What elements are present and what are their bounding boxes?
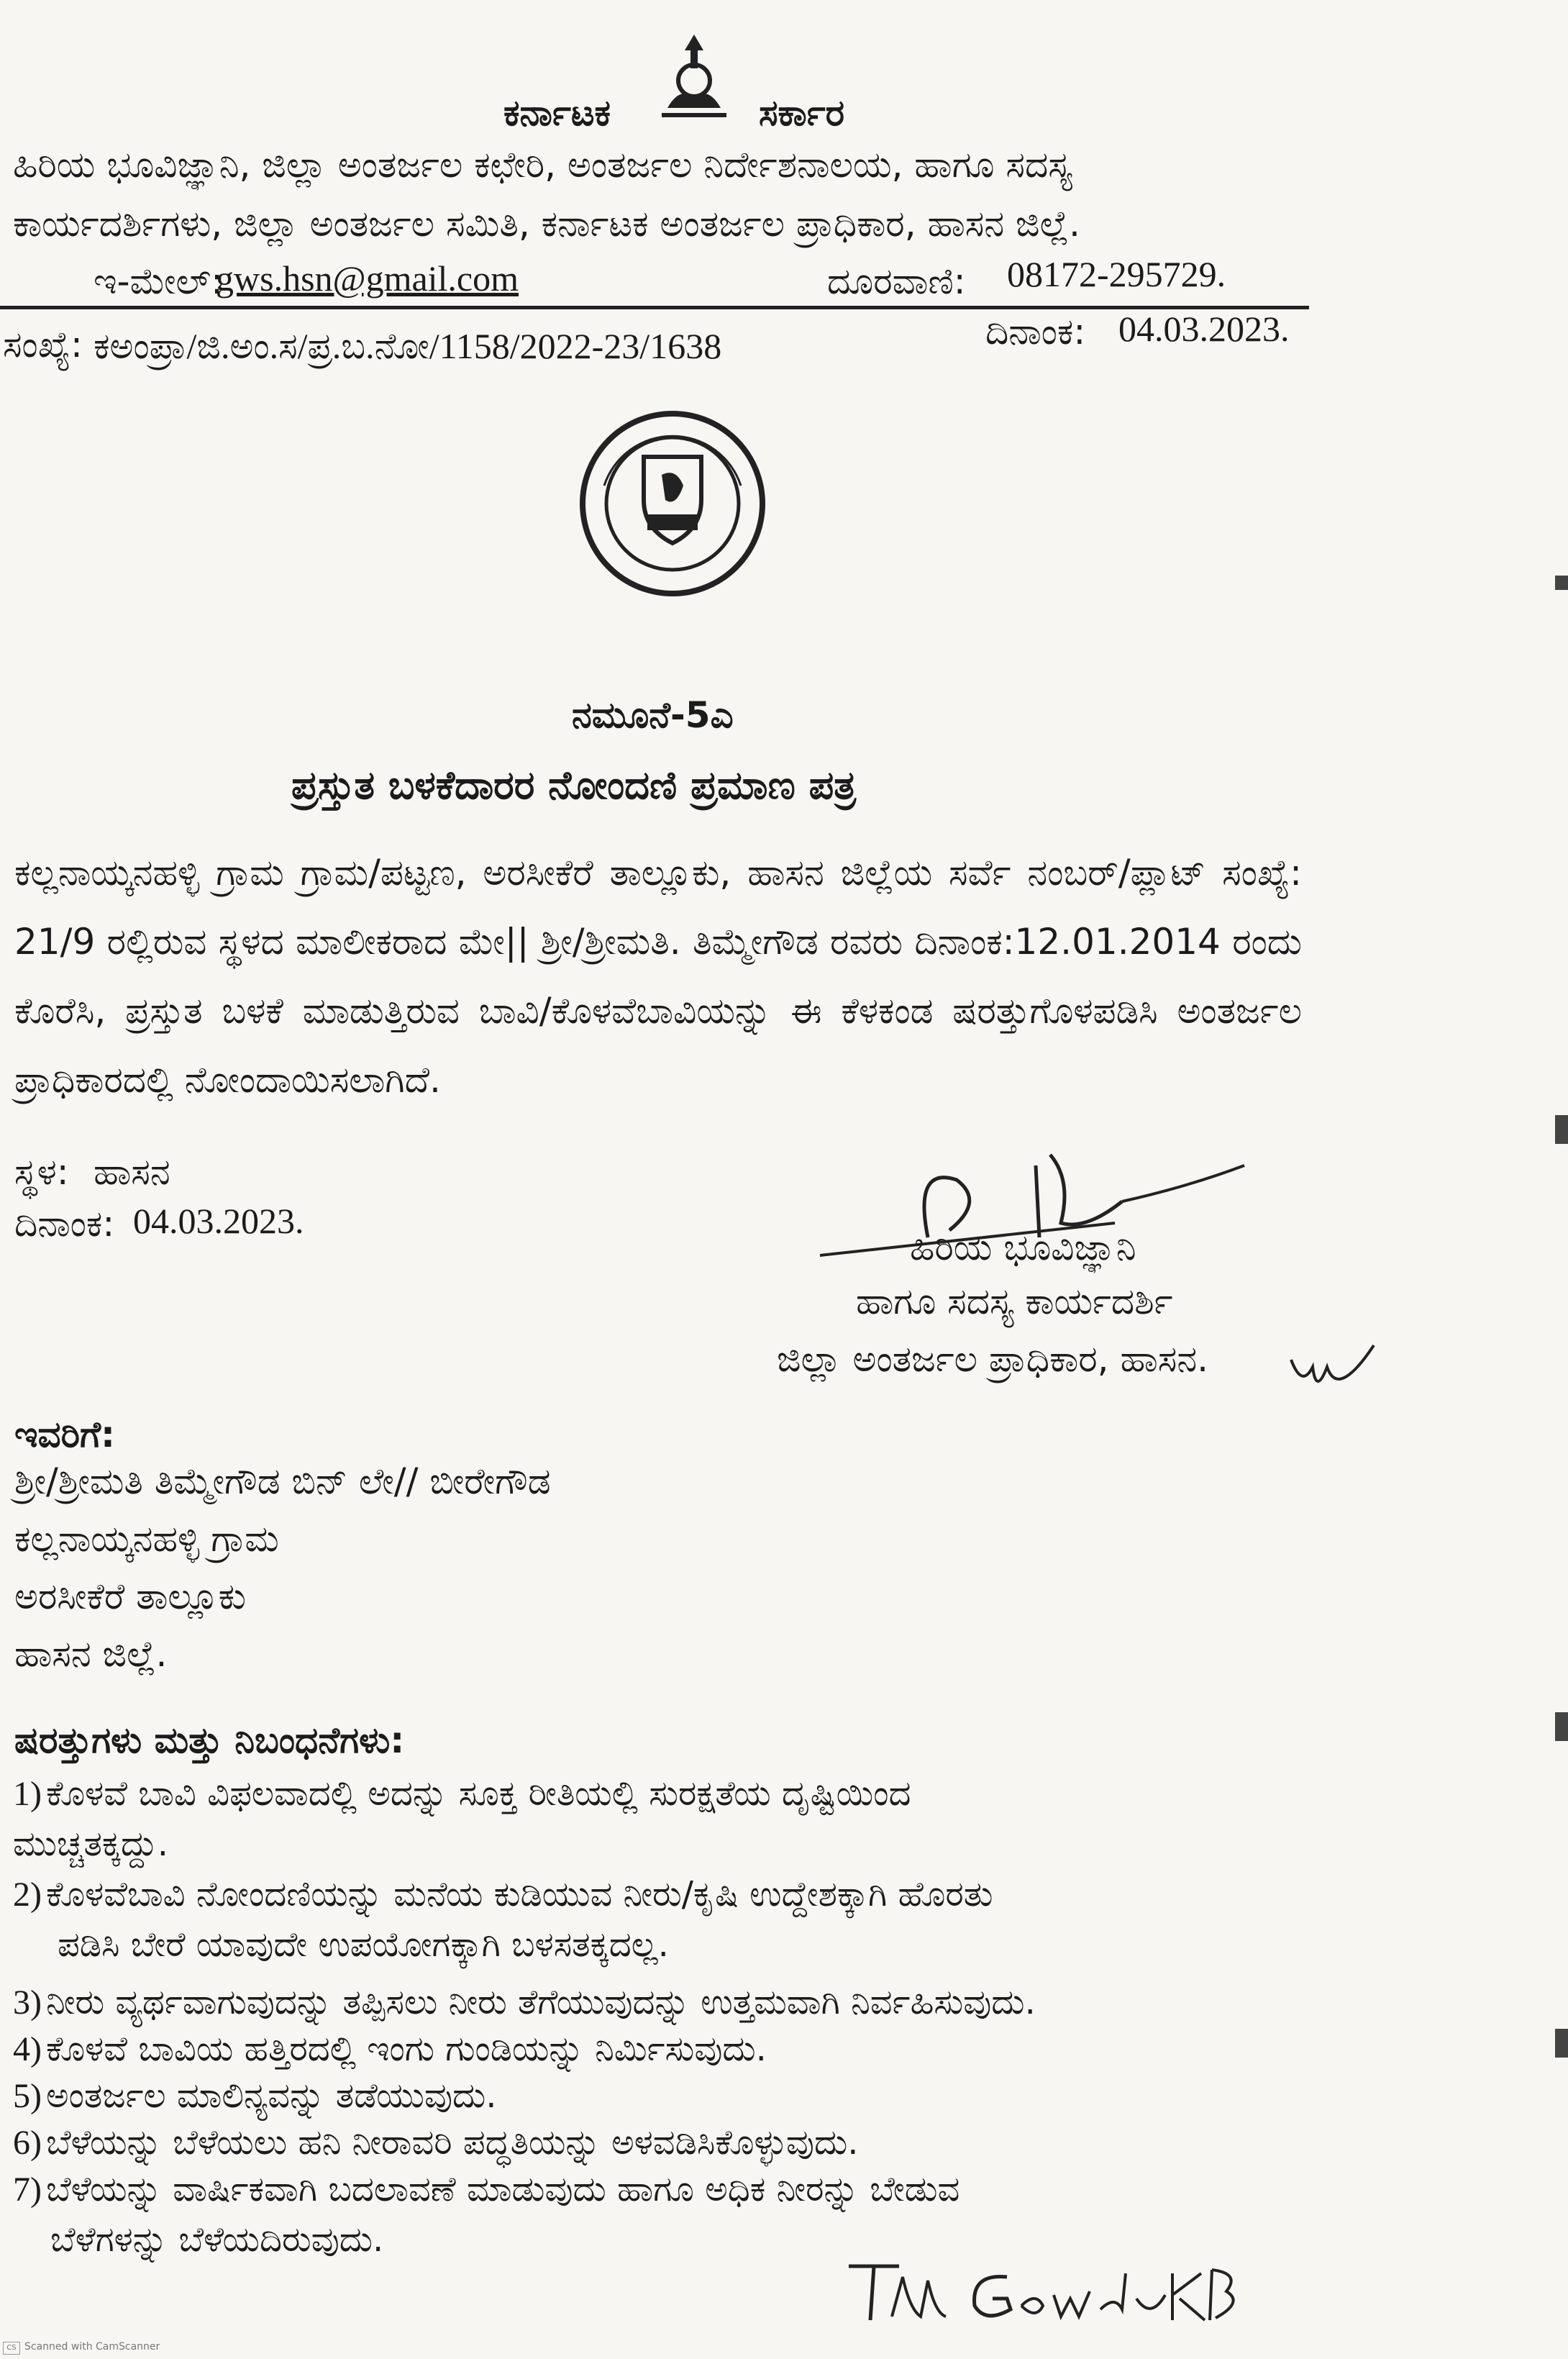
gov-label-right: ಸರ್ಕಾರ <box>759 92 845 134</box>
email-link[interactable]: gws.hsn@gmail.com <box>216 258 519 299</box>
condition-text: ನೀರು ವ್ಯರ್ಥವಾಗುವುದನ್ನು ತಪ್ಪಿಸಲು ನೀರು ತೆಗೆಯುವುದನ್ನು ಉತ್ತಮವಾಗಿ ನಿರ್ವಹಿಸುವುದು. <box>46 1982 1036 2022</box>
office-line-1: ಹಿರಿಯ ಭೂವಿಜ್ಞಾನಿ, ಜಿಲ್ಲಾ ಅಂತರ್ಜಲ ಕಛೇರಿ, ಅಂತರ್ಜಲ ನಿರ್ದೇಶನಾಲಯ, ಹಾಗೂ ಸದಸ್ಯ <box>13 144 1072 186</box>
phone-label: ದೂರವಾಣಿ: <box>827 260 966 302</box>
condition-item <box>13 2029 767 2070</box>
phone-number: 08172-295729. <box>1007 254 1226 294</box>
recipient-taluk: ಅರಸೀಕೆರೆ ತಾಲ್ಲೂಕು <box>14 1576 246 1617</box>
ref-label: ಸಂಖ್ಯೆ: <box>3 324 83 365</box>
condition-item <box>13 1773 911 1814</box>
condition-continuation: ಬೆಳೆಗಳನ್ನು ಬೆಳೆಯದಿರುವುದು. <box>50 2219 384 2260</box>
condition-number: 1) <box>13 1775 42 1813</box>
condition-number: 3) <box>13 1983 42 2022</box>
signatory-line-3: ಜಿಲ್ಲಾ ಅಂತರ್ಜಲ ಪ್ರಾಧಿಕಾರ, ಹಾಸನ. <box>777 1338 1209 1380</box>
scan-edge-mark <box>1555 1115 1568 1144</box>
ref-date-label: ದಿನಾಂಕ: <box>985 311 1086 353</box>
conditions-heading: ಷರತ್ತುಗಳು ಮತ್ತು ನಿಬಂಧನೆಗಳು: <box>14 1719 405 1761</box>
scanner-footer-text: Scanned with CamScanner <box>24 2341 160 2353</box>
header-divider <box>0 306 1309 309</box>
recipient-name: ಶ್ರೀ/ಶ್ರೀಮತಿ ತಿಮ್ಮೇಗೌಡ ಬಿನ್ ಲೇ// ಬೀರೇಗೌಡ <box>14 1460 551 1502</box>
recipient-label: ಇವರಿಗೆ: <box>14 1414 116 1455</box>
condition-text: ಕೊಳವೆ ಬಾವಿ ವಿಫಲವಾದಲ್ಲಿ ಅದನ್ನು ಸೂಕ್ತ ರೀತಿಯಲ್ಲಿ ಸುರಕ್ಷತೆಯ ದೃಷ್ಟಿಯಿಂದ <box>46 1773 911 1814</box>
office-line-2: ಕಾರ್ಯದರ್ಶಿಗಳು, ಜಿಲ್ಲಾ ಅಂತರ್ಜಲ ಸಮಿತಿ, ಕರ್ನಾಟಕ ಅಂತರ್ಜಲ ಪ್ರಾಧಿಕಾರ, ಹಾಸನ ಜಿಲ್ಲೆ. <box>13 203 1080 245</box>
email-label: ಇ-ಮೇಲ್: <box>94 260 223 302</box>
condition-item <box>13 2076 497 2117</box>
office-seal-icon <box>575 406 770 601</box>
condition-number: 5) <box>13 2077 42 2115</box>
condition-number: 7) <box>13 2171 42 2209</box>
place-value: ಹಾಸನ <box>94 1151 170 1193</box>
condition-number: 2) <box>13 1876 42 1914</box>
condition-number: 4) <box>13 2030 42 2068</box>
condition-continuation: ಮುಚ್ಚತಕ್ಕದ್ದು. <box>13 1824 168 1864</box>
condition-text: ಬೆಳೆಯನ್ನು ವಾರ್ಷಿಕವಾಗಿ ಬದಲಾವಣೆ ಮಾಡುವುದು ಹಾಗೂ ಅಧಿಕ ನೀರನ್ನು ಬೇಡುವ <box>46 2169 960 2209</box>
signatory-line-2: ಹಾಗೂ ಸದಸ್ಯ ಕಾರ್ಯದರ್ಶಿ <box>856 1281 1173 1322</box>
recipient-district: ಹಾಸನ ಜಿಲ್ಲೆ. <box>14 1633 168 1675</box>
scan-edge-mark <box>1555 576 1568 590</box>
scanner-footer <box>3 2341 160 2355</box>
initial-mark <box>1287 1338 1381 1403</box>
issue-date-value: 04.03.2023. <box>133 1201 304 1241</box>
issue-date-label: ದಿನಾಂಕ: <box>14 1203 115 1245</box>
condition-text: ಅಂತರ್ಜಲ ಮಾಲಿನ್ಯವನ್ನು ತಡೆಯುವುದು. <box>46 2076 497 2116</box>
place-label: ಸ್ಥಳ: <box>14 1151 69 1193</box>
applicant-signature <box>842 2252 1244 2331</box>
body-paragraph: ಕಲ್ಲನಾಯ್ಕನಹಳ್ಳಿ ಗ್ರಾಮ ಗ್ರಾಮ/ಪಟ್ಟಣ, ಅರಸೀಕೆರೆ ತಾಲ್ಲೂಕು, ಹಾಸನ ಜಿಲ್ಲೆಯ ಸರ್ವೆ ನಂಬರ್/ಪ್ಲಾಟ್ ಸಂಖ್ಯೆ: 21/9 ರಲ್ಲಿರುವ ಸ್ಥಳದ ಮಾಲೀಕರಾದ ಮೇ|| ಶ್ರೀ/ಶ್ರೀಮತಿ. ತಿಮ್ಮೇಗೌಡ ರವರು ದಿನಾಂಕ:12.01.2014 ರಂದು ಕೊರೆಸಿ, ಪ್ರಸ್ತುತ ಬಳಕೆ ಮಾಡುತ್ತಿರುವ ಬಾವಿ/ಕೊಳವೆಬಾವಿಯನ್ನು ಈ ಕೆಳಕಂಡ ಷರತ್ತುಗೊಳಪಡಿಸಿ ಅಂತರ್ಜಲ ಪ್ರಾಧಿಕಾರದಲ್ಲಿ ನೋಂದಾಯಿಸಲಾಗಿದೆ. <box>14 852 1302 1101</box>
certificate-title: ಪ್ರಸ್ತುತ ಬಳಕೆದಾರರ ನೋಂದಣಿ ಪ್ರಮಾಣ ಪತ್ರ <box>291 763 857 808</box>
ref-date: 04.03.2023. <box>1118 309 1290 349</box>
condition-number: 6) <box>13 2124 42 2162</box>
state-emblem-icon <box>647 29 741 122</box>
condition-text: ಕೊಳವೆ ಬಾವಿಯ ಹತ್ತಿರದಲ್ಲಿ ಇಂಗು ಗುಂಡಿಯನ್ನು ನಿರ್ಮಿಸುವುದು. <box>46 2029 767 2069</box>
condition-text: ಕೊಳವೆಬಾವಿ ನೋಂದಣಿಯನ್ನು ಮನೆಯ ಕುಡಿಯುವ ನೀರು/ಕೃಷಿ ಉದ್ದೇಶಕ್ಕಾಗಿ ಹೊರತು <box>46 1874 993 1914</box>
scan-edge-mark <box>1555 1712 1568 1741</box>
condition-item <box>13 1874 993 1915</box>
camscanner-logo-icon: CS <box>3 2342 20 2355</box>
gov-label-left: ಕರ್ನಾಟಕ <box>503 92 611 134</box>
condition-item <box>13 2169 960 2210</box>
condition-text: ಬೆಳೆಯನ್ನು ಬೆಳೆಯಲು ಹನಿ ನೀರಾವರಿ ಪದ್ಧತಿಯನ್ನು ಅಳವಡಿಸಿಕೊಳ್ಳುವುದು. <box>46 2122 859 2163</box>
signatory-line-1: ಹಿರಿಯ ಭೂವಿಜ್ಞಾನಿ <box>910 1227 1136 1268</box>
ref-number: ಕಅಂಪ್ರಾ/ಜಿ.ಅಂ.ಸ/ಪ್ರ.ಬ.ನೋ/1158/2022-23/1638 <box>94 326 722 366</box>
condition-item <box>13 2122 859 2163</box>
condition-continuation: ಪಡಿಸಿ ಬೇರೆ ಯಾವುದೇ ಉಪಯೋಗಕ್ಕಾಗಿ ಬಳಸತಕ್ಕದಲ್ಲ. <box>58 1924 669 1965</box>
recipient-village: ಕಲ್ಲನಾಯ್ಕನಹಳ್ಳಿ ಗ್ರಾಮ <box>14 1518 279 1560</box>
scan-edge-mark <box>1555 2029 1568 2058</box>
condition-item <box>13 1982 1036 2023</box>
form-number: ನಮೂನೆ-5ಎ <box>572 694 734 736</box>
